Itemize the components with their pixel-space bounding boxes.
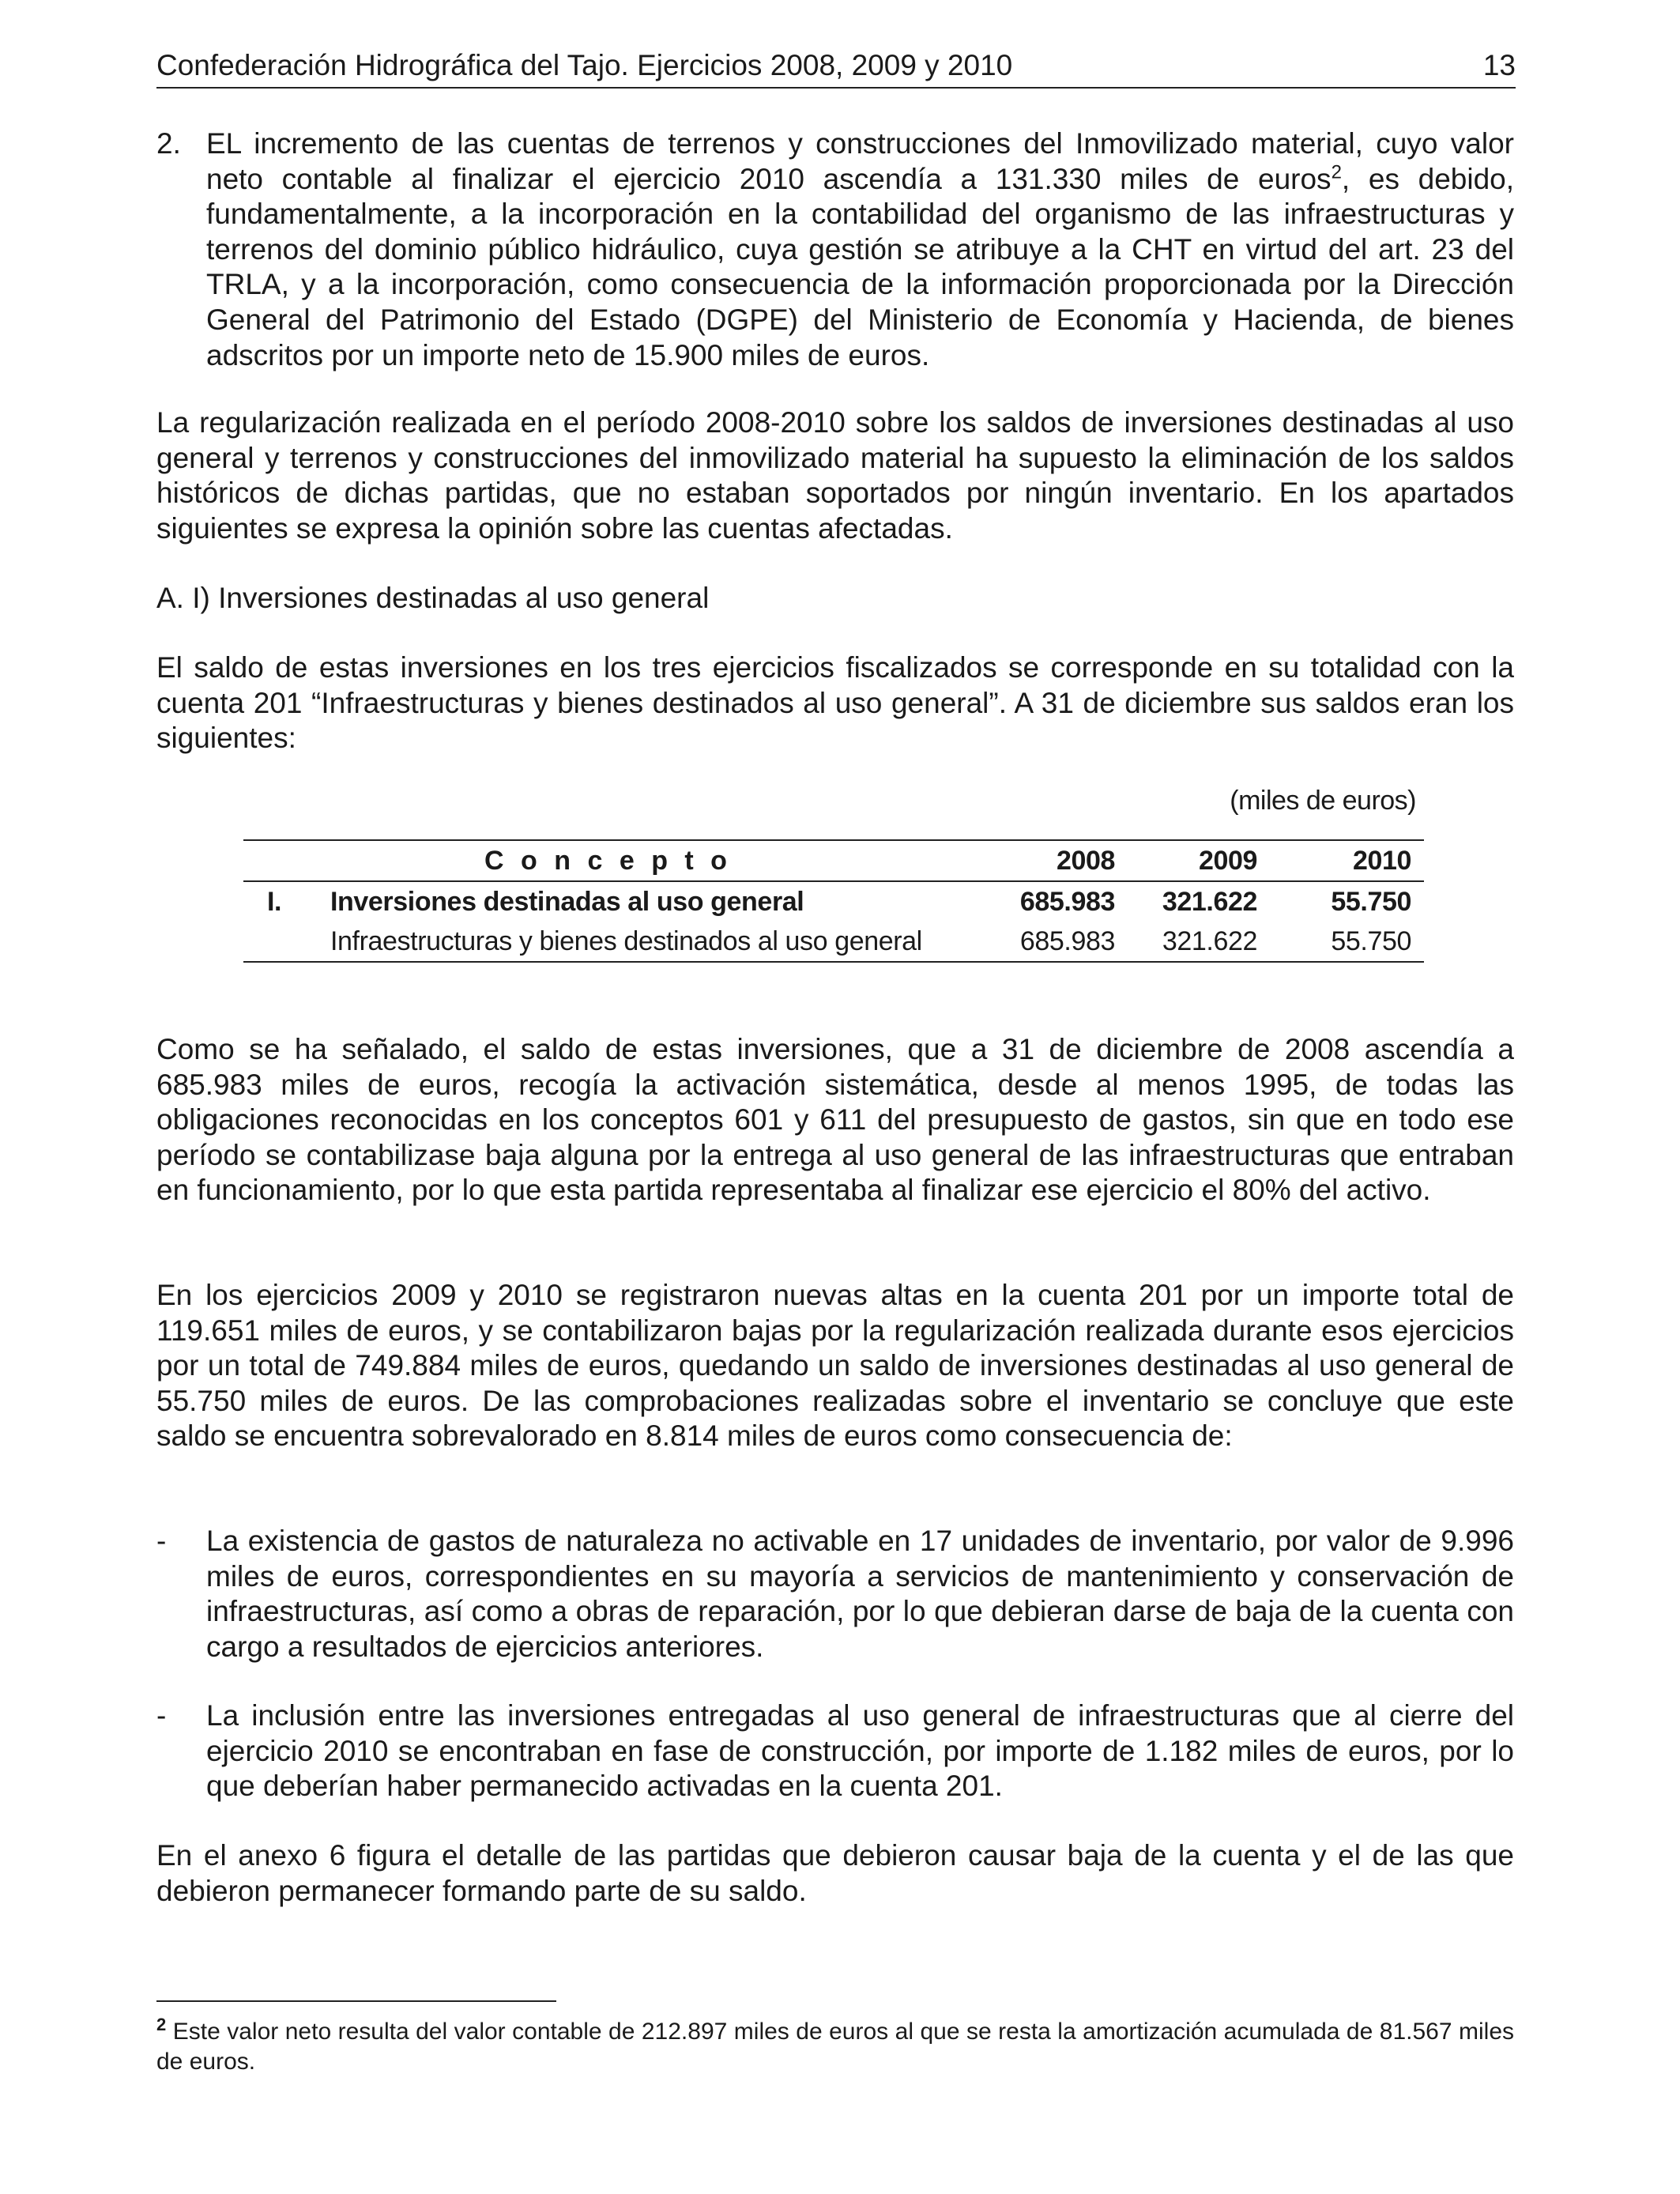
cell-2010: 55.750 bbox=[1331, 887, 1411, 917]
bullet-marker: - bbox=[156, 1699, 167, 1732]
section-heading: A. I) Inversiones destinadas al uso general bbox=[156, 582, 710, 614]
column-header-2008: 2008 bbox=[1056, 846, 1115, 876]
paragraph-anexo: En el anexo 6 figura el detalle de las partidas que debieron causar baja de la cuenta y el de las que debieron permanecer formando parte de su saldo. bbox=[156, 1839, 1514, 1907]
cell-2009: 321.622 bbox=[1162, 887, 1257, 917]
row-roman bbox=[243, 922, 330, 962]
row-concept: Infraestructuras y bienes destinados al uso general bbox=[330, 926, 922, 956]
numbered-item-2 bbox=[156, 126, 1514, 373]
paragraph-regularizacion: La regularización realizada en el período 2008-2010 sobre los saldos de inversiones destinadas al uso general y terrenos y construcciones del inmovilizado material ha supuesto la eliminación de los saldos históricos de dichas partidas, que no estaban soportados por ningún inventario. En los apartados siguientes se expresa la opinión sobre las cuentas afectadas. bbox=[156, 406, 1514, 545]
bullet-marker: - bbox=[156, 1525, 167, 1557]
table-header-row bbox=[243, 840, 1424, 881]
column-header-2010: 2010 bbox=[1352, 846, 1411, 876]
table-row bbox=[243, 922, 1424, 962]
item-marker: 2. bbox=[156, 127, 181, 160]
table-row bbox=[243, 881, 1424, 922]
header-title: Confederación Hidrográfica del Tajo. Ejercicios 2008, 2009 y 2010 bbox=[156, 49, 1013, 81]
paragraph-saldo: El saldo de estas inversiones en los tres ejercicios fiscalizados se corresponde en su totalidad con la cuenta 201 “Infraestructuras y bienes destinados al uso general”. A 31 de diciembre sus saldos eran los siguientes: bbox=[156, 651, 1514, 755]
row-roman: I. bbox=[267, 887, 282, 917]
cell-2010: 55.750 bbox=[1331, 926, 1411, 956]
bullet-item bbox=[156, 1698, 1514, 1804]
column-header-concepto: C o n c e p t o bbox=[484, 846, 732, 876]
bullet-item bbox=[156, 1524, 1514, 1664]
footnote-ref[interactable]: 2 bbox=[1331, 161, 1342, 183]
table-units: (miles de euros) bbox=[1230, 786, 1416, 816]
row-concept: Inversiones destinadas al uso general bbox=[330, 887, 804, 917]
bullet-text: La existencia de gastos de naturaleza no activable en 17 unidades de inventario, por valor de 9.996 miles de euros, correspondientes en su mayoría a servicios de mantenimiento y conservación de infraestructuras, así como a obras de reparación, por lo que debieran darse de baja de la cuenta con cargo a resultados de ejercicios anteriores. bbox=[206, 1525, 1514, 1663]
item-text-part2: , es debido, fundamentalmente, a la incorporación en la contabilidad del organismo de las infraestructuras y terrenos del dominio público hidráulico, cuya gestión se atribuye a la CHT en virtud del art. 23 del TRLA, y a la incorporación, como consecuencia de la información proporcionada por la Dirección General del Patrimonio del Estado (DGPE) del Ministerio de Economía y Hacienda, de bienes adscritos por un importe neto de 15.900 miles de euros. bbox=[206, 162, 1514, 371]
column-header-2009: 2009 bbox=[1198, 846, 1257, 876]
footnote-text: Este valor neto resulta del valor contable de 212.897 miles de euros al que se resta la amortización acumulada de 81.567 miles de euros. bbox=[156, 2019, 1514, 2075]
cell-2008: 685.983 bbox=[1019, 887, 1115, 917]
item-text-part1: EL incremento de las cuentas de terrenos y construcciones del Inmovilizado material, cuyo valor neto contable al finalizar el ejercicio 2010 ascendía a 131.330 miles de euros bbox=[206, 127, 1514, 195]
paragraph-ejercicios: En los ejercicios 2009 y 2010 se registraron nuevas altas en la cuenta 201 por un importe total de 119.651 miles de euros, y se contabilizaron bajas por la regularización realizada durante esos ejercicios por un total de 749.884 miles de euros, quedando un saldo de inversiones destinadas al uso general de 55.750 miles de euros. De las comprobaciones realizadas sobre el inventario se concluye que este saldo se encuentra sobrevalorado en 8.814 miles de euros como consecuencia de: bbox=[156, 1279, 1514, 1453]
cell-2009: 321.622 bbox=[1162, 926, 1257, 956]
footnote-separator bbox=[156, 2000, 556, 2002]
footnote bbox=[156, 2017, 1514, 2077]
bullet-text: La inclusión entre las inversiones entregadas al uso general de infraestructuras que al cierre del ejercicio 2010 se encontraban en fase de construcción, por importe de 1.182 miles de euros, por lo que deberían haber permanecido activadas en la cuenta 201. bbox=[206, 1699, 1514, 1803]
page-number: 13 bbox=[1482, 49, 1516, 81]
footnote-number: 2 bbox=[156, 2015, 167, 2034]
item-body bbox=[206, 126, 1514, 373]
paragraph-como: Como se ha señalado, el saldo de estas inversiones, que a 31 de diciembre de 2008 ascendía a 685.983 miles de euros, recogía la activación sistemática, desde al menos 1995, de todas las obligaciones reconocidas en los conceptos 601 y 611 del presupuesto de gastos, sin que en todo ese período se contabilizase baja alguna por la entrega al uso general de las infraestructuras que entraban en funcionamiento, por lo que esta partida representaba al finalizar ese ejercicio el 80% del activo. bbox=[156, 1033, 1514, 1207]
page-header bbox=[156, 46, 1516, 89]
balances-table bbox=[243, 839, 1424, 963]
cell-2008: 685.983 bbox=[1019, 926, 1115, 956]
